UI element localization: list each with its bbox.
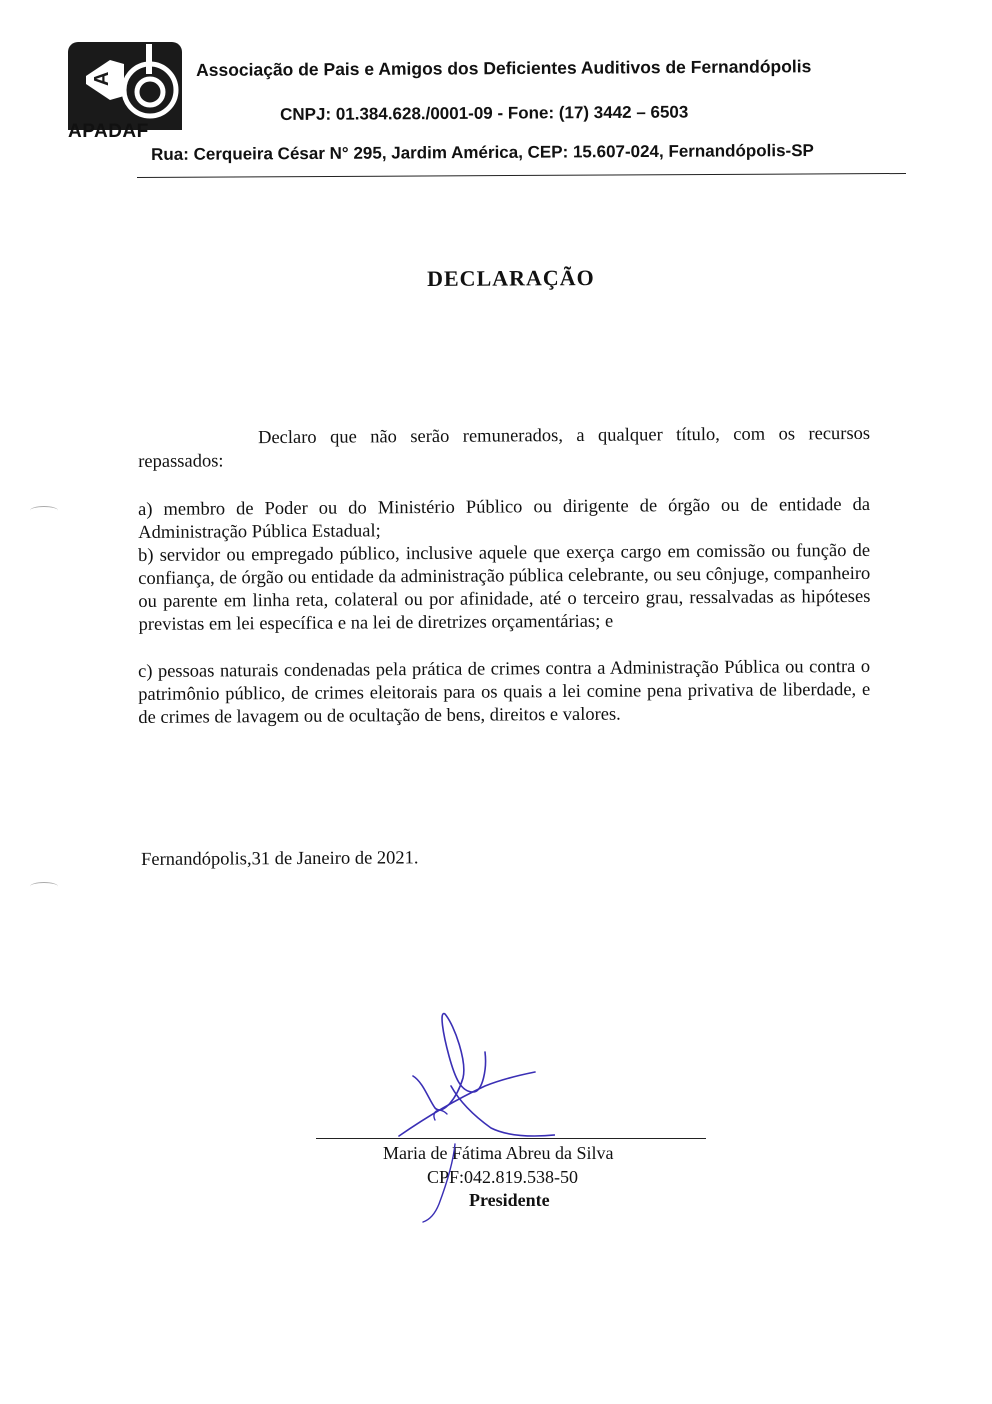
organization-cnpj-phone: CNPJ: 01.384.628./0001-09 - Fone: (17) 3442 – 6503 [280, 102, 689, 124]
document-title: DECLARAÇÃO [427, 264, 595, 291]
signer-cpf: CPF:042.819.538-50 [427, 1167, 579, 1187]
clause-c: c) pessoas naturais condenadas pela prática de crimes contra a Administração Pública ou contra o patrimônio público, de crimes eleitorais para os quais a lei comine pena privativa de liberdade, e de crimes de lavagem ou de ocultação de bens, direitos e valores. [138, 656, 871, 728]
clause-a: a) membro de Poder ou do Ministério Público ou dirigente de órgão ou de entidade da Administração Pública Estadual; [138, 494, 871, 543]
organization-address: Rua: Cerqueira César N° 295, Jardim América, CEP: 15.607-024, Fernandópolis-SP [151, 140, 814, 164]
signer-role: Presidente [469, 1190, 550, 1210]
clause-b: b) servidor ou empregado público, inclusive aquele que exerça cargo em comissão ou função de confiança, de órgão ou entidade da administração pública celebrante, ou seu cônjuge, companheiro ou parente em linha reta, colateral ou por afinidade, até o terceiro grau, ressalvadas as hipóteses previstas em lei específica e na lei de diretrizes orçamentárias; e [138, 540, 871, 635]
declaration-intro: Declaro que não serão remunerados, a qualquer título, com os recursos repassados: [138, 423, 871, 472]
scan-mark [30, 506, 58, 515]
header-divider [137, 173, 906, 178]
logo-text: APADAF [68, 121, 149, 142]
handwritten-signature [395, 1008, 555, 1228]
scan-mark [30, 882, 58, 891]
organization-name: Associação de Pais e Amigos dos Deficientes Auditivos de Fernandópolis [196, 56, 812, 80]
signer-name: Maria de Fátima Abreu da Silva [383, 1143, 614, 1163]
place-and-date: Fernandópolis,31 de Janeiro de 2021. [141, 848, 419, 870]
logo-letter: A [91, 71, 113, 86]
